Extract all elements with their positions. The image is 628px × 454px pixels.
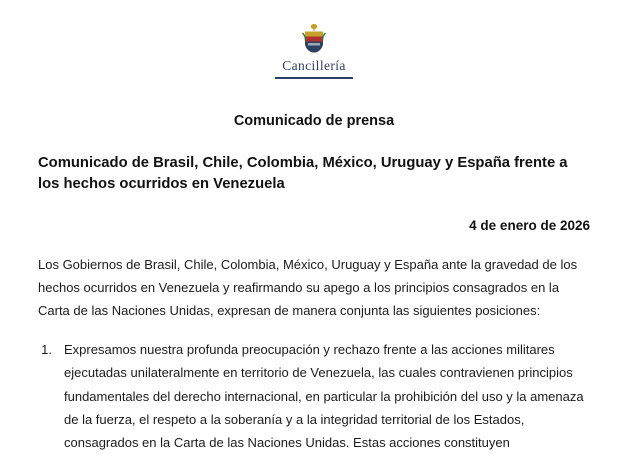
document-kicker: Comunicado de prensa <box>233 113 395 129</box>
document-lead-paragraph: Los Gobiernos de Brasil, Chile, Colombia, México, Uruguay y España ante la gravedad de los hechos ocurridos en Venezuela y reafirmando su apego a los principios consagrados en la Carta de las Naciones Unidas, expresan de manera conjunta las siguientes posiciones: <box>38 256 578 319</box>
document-date: 4 de enero de 2026 <box>469 217 590 233</box>
page-title: Comunicado de Brasil, Chile, Colombia, México, Uruguay y España frente a los hechos ocurridos en Venezuela <box>38 155 568 193</box>
brand-rule <box>275 77 353 79</box>
colombia-coat-of-arms-icon <box>301 22 327 54</box>
brand-name: Cancillería <box>282 58 346 73</box>
list-item <box>38 338 590 454</box>
document-numbered-list <box>38 338 590 454</box>
list-item-number: 1. <box>41 342 52 358</box>
letterhead <box>38 0 590 79</box>
list-item-text: Expresamos nuestra profunda preocupación y rechazo frente a las acciones militares ejecutadas unilateralmente en territorio de Venezuela, las cuales contravienen principios fundamentales del derecho internacional, en particular la prohibición del uso y la amenaza de la fuerza, el respeto a la soberanía y a la integridad territorial de los Estados, consagrados en la Carta de las Naciones Unidas. Estas acciones constituyen <box>64 342 584 450</box>
